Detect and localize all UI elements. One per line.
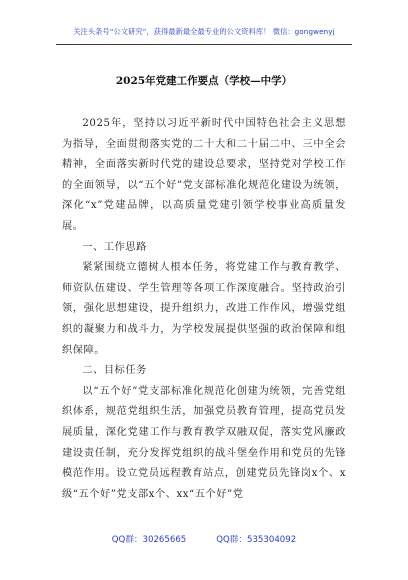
header-banner: 关注头条号“公文研究”，获得最新最全最专业的公文资料库！ 微信：gongwenyj [73,27,335,36]
intro-paragraph: 2025年，坚持以习近平新时代中国特色社会主义思想为指导，全面贯彻落实党的二十大和二十届二中、三中全会精神，全面落实新时代党的建设总要求，坚持党对学校工作的全面领导，以“五个好”党支部标准化规范化建设为统领，深化“x”党建品牌，以高质量党建引领学校事业高质量发展。 [62,118,346,232]
section-heading-goals: 二、目标任务 [82,365,147,377]
document-body [62,114,346,505]
goals-paragraph: 以“五个好”党支部标准化规范化创建为统领，完善党组织体系，规范党组织生活，加强党员教育管理，提高党员发展质量，深化党建工作与教育教学双融双促，落实党风廉政建设责任制，充分发挥党组织的战斗堡垒作用和党员的先锋模范作用。设立党员远程教育站点，创建党员先锋岗x个、x级“五个好”党支部x个、xx“五个好”党 [62,385,346,500]
document-title: 2025年党建工作要点（学校—中学） [115,75,293,87]
footer-contact [0,533,408,545]
footer-qq-group-1: QQ群：30265665 [111,535,187,545]
work-approach-paragraph: 紧紧围绕立德树人根本任务，将党建工作与教育教学、师资队伍建设、学生管理等各项工作深度融合。坚持政治引领，强化思想建设，提升组织力，改进工作作风，增强党组织的凝聚力和战斗力，为学校发展提供坚强的政治保障和组织保障。 [62,262,346,356]
section-heading-work-approach: 一、工作思路 [82,241,147,253]
footer-qq-group-2: QQ群：535304092 [216,535,297,545]
header-divider [56,44,352,45]
